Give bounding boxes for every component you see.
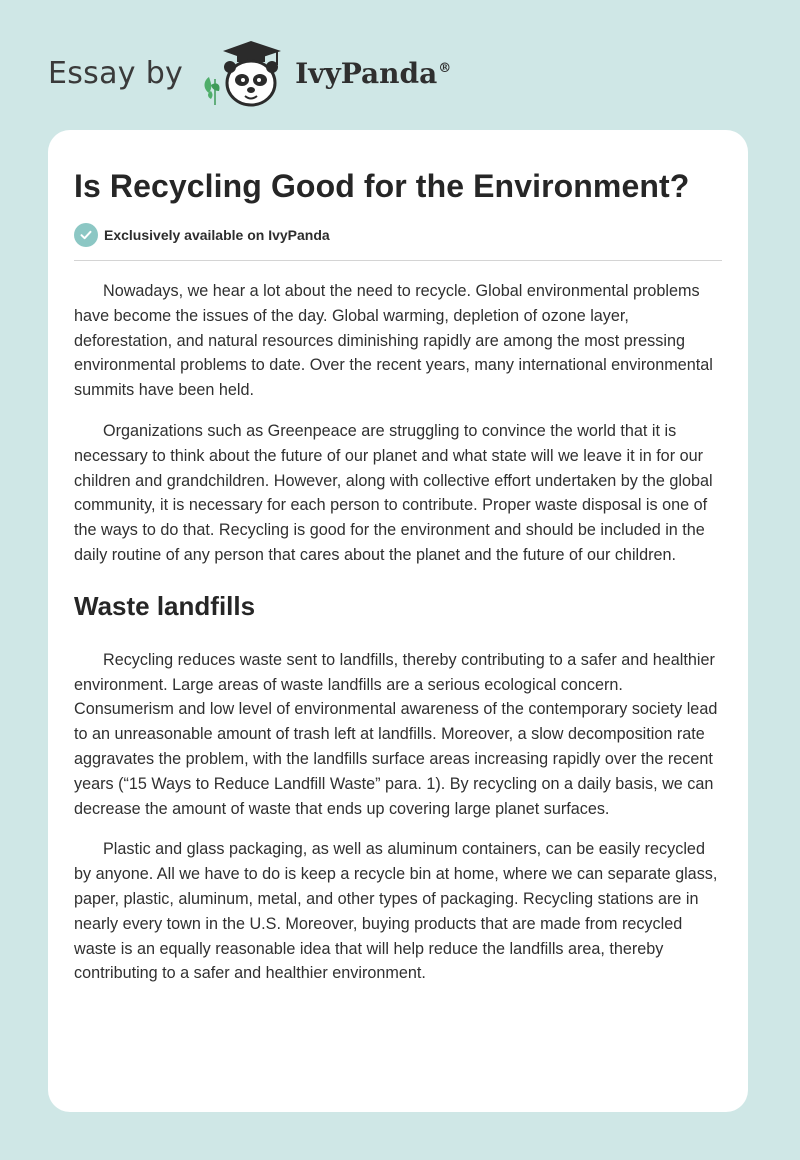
essay-card xyxy=(48,130,748,1112)
availability-text: Exclusively available on IvyPanda xyxy=(104,227,330,243)
essay-by-label: Essay by xyxy=(48,55,184,91)
brand-label: IvyPanda xyxy=(295,56,438,90)
paragraph-section-1: Recycling reduces waste sent to landfills, thereby contributing to a safer and healthier environment. Large areas of waste landfills are a serious ecological concern. Consumerism and low level of environmental awareness of the contemporary society lead to an unreasonable amount of trash left at landfills. Moreover, a slow decomposition rate aggravates the problem, with the landfills surface areas increasing rapidly over the recent years (“15 Ways to Reduce Landfill Waste” para. 1). By recycling on a daily basis, we can decrease the amount of waste that ends up covering large planet surfaces. xyxy=(74,650,718,818)
section-heading: Waste landfills xyxy=(74,590,256,621)
paragraph-intro-1: Nowadays, we hear a lot about the need to recycle. Global environmental problems have become the issues of the day. Global warming, depletion of ozone layer, deforestation, and natural resources diminishing rapidly are among the most pressing environmental problems to date. Over the recent years, many international environmental summits have been held. xyxy=(74,282,713,400)
paragraph-intro-2: Organizations such as Greenpeace are struggling to convince the world that it is necessary to think about the future of our planet and what state will we leave it in for our children and grandchildren. However, along with collective effort undertaken by the global community, it is necessary for each person to contribute. Proper waste disposal is one of the ways to do that. Recycling is good for the environment and should be included in the daily routine of any person that cares about the planet and the future of our children. xyxy=(74,421,713,564)
title-divider xyxy=(74,260,722,261)
brand-name[interactable] xyxy=(295,57,451,90)
ivypanda-logo-icon[interactable] xyxy=(197,35,289,111)
paragraph-section-2: Plastic and glass packaging, as well as aluminum containers, can be easily recycled by anyone. All we have to do is keep a recycle bin at home, where we can separate glass, paper, plastic, aluminum, metal, and other types of packaging. Recycling stations are in nearly every town in the U.S. Moreover, buying products that are made from recycled waste is an equally reasonable idea that will help reduce the landfills area, thereby contributing to a safer and healthier environment. xyxy=(74,840,718,983)
essay-title: Is Recycling Good for the Environment? xyxy=(74,168,690,204)
site-header xyxy=(48,34,451,112)
check-circle-icon xyxy=(74,223,98,247)
availability-row xyxy=(74,223,722,247)
registered-mark: ® xyxy=(438,61,452,77)
